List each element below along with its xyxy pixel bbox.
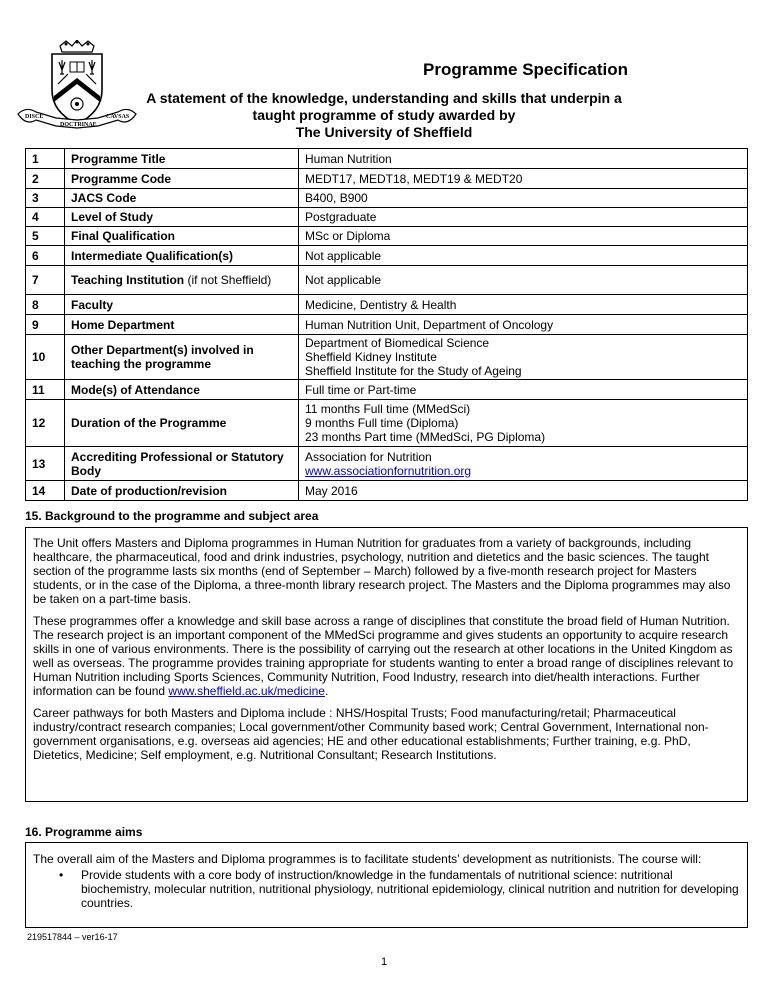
table-row bbox=[26, 315, 748, 335]
row-value bbox=[299, 169, 748, 189]
row-label: Date of production/revision bbox=[65, 481, 299, 501]
row-number: 3 bbox=[26, 189, 65, 208]
row-value-line: B400, B900 bbox=[305, 191, 368, 205]
row-number: 13 bbox=[26, 447, 65, 481]
row-label: Programme Code bbox=[65, 169, 299, 189]
row-label: JACS Code bbox=[65, 189, 299, 208]
document-id: 219517844 – ver16-17 bbox=[27, 932, 118, 942]
aims-list bbox=[33, 868, 741, 910]
table-row bbox=[26, 447, 748, 481]
row-value bbox=[299, 149, 748, 169]
row-label-note: (if not Sheffield) bbox=[187, 273, 272, 287]
row-number: 10 bbox=[26, 335, 65, 380]
page-title: Programme Specification bbox=[423, 60, 629, 79]
row-number: 8 bbox=[26, 295, 65, 315]
table-row bbox=[26, 266, 748, 295]
row-label: Accrediting Professional or Statutory Body bbox=[65, 447, 299, 481]
row-value bbox=[299, 189, 748, 208]
table-row bbox=[26, 380, 748, 400]
table-row bbox=[26, 227, 748, 246]
page-number: 1 bbox=[380, 956, 388, 968]
row-label: Programme Title bbox=[65, 149, 299, 169]
row-value-line: May 2016 bbox=[305, 483, 358, 498]
list-item bbox=[59, 868, 741, 910]
row-value-line: Association for Nutrition bbox=[305, 449, 432, 464]
row-value bbox=[299, 400, 748, 447]
crest-motto-left: DISCE bbox=[25, 114, 44, 120]
section-16-intro: The overall aim of the Masters and Diploma programmes is to facilitate students’ development as nutritionists. The course will: bbox=[33, 852, 702, 866]
paragraph-end: . bbox=[324, 684, 329, 698]
row-value-line: Postgraduate bbox=[305, 210, 377, 224]
row-value bbox=[299, 266, 748, 295]
subtitle-line: The University of Sheffield bbox=[295, 124, 473, 140]
row-value-line: Human Nutrition bbox=[305, 151, 392, 166]
section-15-heading: 15. Background to the programme and subject area bbox=[25, 509, 319, 523]
row-number: 2 bbox=[26, 169, 65, 189]
row-label: Other Department(s) involved in teaching the programme bbox=[65, 335, 299, 380]
row-value-line: 11 months Full time (MMedSci) bbox=[305, 402, 471, 416]
table-row bbox=[26, 246, 748, 266]
row-value bbox=[299, 447, 748, 481]
table-row bbox=[26, 481, 748, 501]
section-15-paragraph: The Unit offers Masters and Diploma programmes in Human Nutrition for graduates from a variety of backgrounds, including healthcare, the pharmaceutical, food and drink industries, psychology, nutrition and dietetics and the basic sciences. The taught section of the programme lasts six months (end of September – March) followed by a five-month research project for Masters students, or in the case of the Diploma, a three-month library research project. The Masters and the Diploma programmes may also be taken on a part-time basis. bbox=[33, 536, 731, 606]
row-value bbox=[299, 335, 748, 380]
bullet-icon: • bbox=[59, 868, 64, 882]
row-label: Intermediate Qualification(s) bbox=[65, 246, 299, 266]
subtitle-line: taught programme of study awarded by bbox=[252, 107, 516, 123]
row-value-line: Department of Biomedical Science bbox=[305, 336, 490, 350]
section-15-paragraph: Career pathways for both Masters and Diploma include : NHS/Hospital Trusts; Food manufacturing/retail; Pharmaceutical industry/contract research companies; Local government/other Community based work; Central Government, International non-government organisations, e.g. overseas aid agencies; HE and other educational establishments; Further training, e.g. PhD, Dietetics, Medicine; Self employment, e.g. Nutritional Consultant; Research Institutions. bbox=[33, 706, 709, 762]
row-value bbox=[299, 246, 748, 266]
row-number: 12 bbox=[26, 400, 65, 447]
row-value bbox=[299, 315, 748, 335]
crest-motto-right: CAVSAS bbox=[106, 114, 130, 120]
row-value-line: MEDT17, MEDT18, MEDT19 & MEDT20 bbox=[305, 171, 523, 186]
row-label: Faculty bbox=[65, 295, 299, 315]
row-value-line: 23 months Part time (MMedSci, PG Diploma) bbox=[305, 430, 546, 444]
table-row bbox=[26, 169, 748, 189]
row-number: 5 bbox=[26, 227, 65, 246]
table-row bbox=[26, 400, 748, 447]
row-value bbox=[299, 380, 748, 400]
table-row bbox=[26, 189, 748, 208]
row-value-line: Sheffield Institute for the Study of Ageing bbox=[305, 364, 522, 378]
row-label: Mode(s) of Attendance bbox=[65, 380, 299, 400]
row-value bbox=[299, 481, 748, 501]
row-number: 6 bbox=[26, 246, 65, 266]
subtitle-line: A statement of the knowledge, understanding and skills that underpin a bbox=[146, 90, 622, 106]
table-row bbox=[26, 295, 748, 315]
row-value-line: Not applicable bbox=[305, 273, 382, 287]
row-number: 14 bbox=[26, 481, 65, 501]
row-number: 1 bbox=[26, 149, 65, 169]
page-subtitle bbox=[100, 90, 668, 141]
section-15-box bbox=[25, 527, 748, 802]
row-value bbox=[299, 295, 748, 315]
row-value-line: Human Nutrition Unit, Department of Oncology bbox=[305, 317, 554, 332]
row-value-line: Not applicable bbox=[305, 248, 382, 263]
programme-spec-table bbox=[25, 148, 748, 501]
section-16-heading: 16. Programme aims bbox=[25, 825, 143, 839]
sheffield-medicine-link[interactable]: www.sheffield.ac.uk/medicine bbox=[168, 684, 325, 698]
association-link[interactable]: www.associationfornutrition.org bbox=[305, 463, 472, 478]
row-value bbox=[299, 227, 748, 246]
table-row bbox=[26, 335, 748, 380]
paragraph-text: These programmes offer a knowledge and skill base across a range of disciplines that constitute the broad field of Human Nutrition. The research project is an important component of the MMedSci programme and gives students an opportunity to acquire research skills in one of various environments. There is the possibility of carrying out the research at other locations in the United Kingdom as well as overseas. The programme provides training appropriate for students wanting to enter a broad range of disciplines relevant to Human Nutrition including Sports Sciences, Community Nutrition, Food Industry, research into diet/health interactions. Further information can be found bbox=[33, 614, 734, 698]
row-value-line: MSc or Diploma bbox=[305, 229, 391, 243]
row-value-line: 9 months Full time (Diploma) bbox=[305, 416, 459, 430]
row-number: 4 bbox=[26, 208, 65, 227]
row-label bbox=[65, 266, 299, 295]
section-15-paragraph bbox=[33, 614, 741, 698]
row-number: 9 bbox=[26, 315, 65, 335]
table-row bbox=[26, 149, 748, 169]
row-label: Duration of the Programme bbox=[65, 400, 299, 447]
row-value-line: Full time or Part-time bbox=[305, 382, 417, 397]
section-16-box bbox=[25, 842, 748, 928]
crest-motto-center: DOCTRINAE bbox=[60, 122, 97, 128]
aim-text: Provide students with a core body of instruction/knowledge in the fundamentals of nutritional science: nutritional biochemistry, molecular nutrition, nutritional physiology, nutritional epidemiology, clinical nutrition and nutrition for developing countries. bbox=[81, 868, 739, 910]
row-value-line: Sheffield Kidney Institute bbox=[305, 350, 437, 364]
row-label: Home Department bbox=[65, 315, 299, 335]
row-number: 7 bbox=[26, 266, 65, 295]
row-label: Final Qualification bbox=[65, 227, 299, 246]
row-label-text: Teaching Institution bbox=[71, 273, 185, 287]
row-label: Level of Study bbox=[65, 208, 299, 227]
row-value bbox=[299, 208, 748, 227]
row-number: 11 bbox=[26, 380, 65, 400]
table-row bbox=[26, 208, 748, 227]
row-value-line: Medicine, Dentistry & Health bbox=[305, 297, 457, 312]
